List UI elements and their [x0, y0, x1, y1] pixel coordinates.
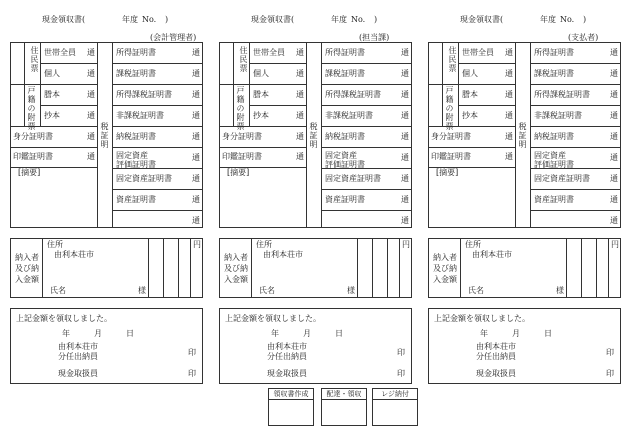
divider — [178, 238, 179, 298]
tax-item-label: 納税証明書 — [534, 132, 574, 141]
receipt-title: 現金領収書( — [42, 15, 86, 24]
jumin-item-label: 世帯全員 — [462, 48, 494, 57]
divider — [321, 84, 412, 85]
divider — [428, 147, 515, 148]
date-year: 年 — [271, 329, 279, 338]
divider — [530, 126, 621, 127]
jumin-item-label: 世帯全員 — [253, 48, 285, 57]
tax-item-unit: 通 — [192, 216, 200, 225]
tax-item-label: 課税証明書 — [534, 69, 574, 78]
tax-item-unit: 通 — [192, 111, 200, 120]
divider — [460, 238, 461, 298]
inkan-label: 印鑑証明書 — [222, 152, 262, 161]
tax-item-unit: 通 — [610, 111, 618, 120]
inkan-unit: 通 — [296, 152, 304, 161]
tax-item-unit: 通 — [401, 111, 409, 120]
tax-item-label: 課税証明書 — [116, 69, 156, 78]
tax-item-label: 固定資産証明書 — [534, 174, 590, 183]
name-label: 氏名 — [50, 286, 66, 295]
jumin-item-label: 個人 — [253, 69, 269, 78]
divider — [428, 126, 515, 127]
tax-item-unit: 通 — [401, 216, 409, 225]
payer-label: 納入者 及び納 入金額 — [15, 253, 39, 284]
tax-item-unit: 通 — [192, 153, 200, 162]
payer-label: 納入者 及び納 入金額 — [224, 253, 248, 284]
koseki-item-unit: 通 — [296, 90, 304, 99]
receipt-text: 上記金額を領収しました。 — [434, 314, 530, 323]
koseki-item-unit: 通 — [505, 90, 513, 99]
divider — [112, 63, 203, 64]
divider — [581, 238, 582, 298]
tax-item-label: 固定資産 評価証明書 — [116, 151, 156, 169]
receipt-title: 現金領収書( — [460, 15, 504, 24]
divider — [219, 84, 306, 85]
divider — [112, 42, 113, 228]
officer-city: 由利本荘市 — [58, 342, 98, 351]
receipt-no-label: No. — [351, 15, 366, 24]
officer-title: 分任出納員 — [476, 352, 516, 361]
footer-stamp-label: 領収書作成 — [273, 390, 309, 398]
divider — [112, 84, 203, 85]
tekiyo-label: [摘要] — [227, 168, 250, 177]
divider — [249, 105, 306, 106]
cashier-seal: 印 — [397, 369, 405, 378]
divider — [268, 399, 314, 400]
divider — [372, 399, 418, 400]
inkan-label: 印鑑証明書 — [13, 152, 53, 161]
divider — [10, 84, 97, 85]
date-month: 月 — [94, 329, 102, 338]
officer-title: 分任出納員 — [267, 352, 307, 361]
payer-city: 由利本荘市 — [263, 250, 303, 259]
tax-item-label: 固定資産 評価証明書 — [325, 151, 365, 169]
receipt-no-label: No. — [142, 15, 157, 24]
divider — [10, 147, 97, 148]
officer-seal: 印 — [188, 348, 196, 357]
divider — [10, 126, 97, 127]
divider — [530, 105, 621, 106]
mibun-unit: 通 — [505, 132, 513, 141]
divider — [387, 238, 388, 298]
divider — [321, 42, 322, 228]
payer-label: 納入者 及び納 入金額 — [433, 253, 457, 284]
koseki-item-unit: 通 — [505, 111, 513, 120]
date-year: 年 — [480, 329, 488, 338]
inkan-unit: 通 — [505, 152, 513, 161]
officer-seal: 印 — [606, 348, 614, 357]
officer-title: 分任出納員 — [58, 352, 98, 361]
footer-stamp-label: レジ納付 — [381, 390, 409, 398]
copy-label: (担当課) — [359, 33, 390, 42]
jumin-item-label: 個人 — [44, 69, 60, 78]
jumin-item-label: 世帯全員 — [44, 48, 76, 57]
divider — [112, 189, 203, 190]
koseki-item-label: 謄本 — [253, 90, 269, 99]
divider — [321, 105, 412, 106]
jumin-item-unit: 通 — [296, 69, 304, 78]
header-close-paren: ) — [374, 15, 378, 24]
divider — [321, 126, 412, 127]
koseki-label: 戸籍の附票 — [445, 86, 454, 131]
tax-item-unit: 通 — [401, 195, 409, 204]
divider — [249, 63, 306, 64]
divider — [428, 84, 515, 85]
payer-city: 由利本荘市 — [472, 250, 512, 259]
tax-item-label: 所得証明書 — [534, 48, 574, 57]
koseki-item-label: 抄本 — [44, 111, 60, 120]
date-day: 日 — [544, 329, 552, 338]
tax-item-unit: 通 — [192, 174, 200, 183]
jumin-item-unit: 通 — [296, 48, 304, 57]
name-label: 氏名 — [259, 286, 275, 295]
divider — [219, 147, 306, 148]
tekiyo-label: [摘要] — [18, 168, 41, 177]
date-day: 日 — [126, 329, 134, 338]
divider — [357, 238, 358, 298]
divider — [40, 105, 97, 106]
tax-item-label: 非課税証明書 — [116, 111, 164, 120]
zei-label: 税証明 — [100, 122, 109, 149]
tekiyo-label: [摘要] — [436, 168, 459, 177]
receipt-text: 上記金額を領収しました。 — [225, 314, 321, 323]
yen-label: 円 — [193, 240, 201, 249]
yen-label: 円 — [611, 240, 619, 249]
mibun-unit: 通 — [296, 132, 304, 141]
tax-item-unit: 通 — [401, 132, 409, 141]
inkan-label: 印鑑証明書 — [431, 152, 471, 161]
divider — [458, 105, 515, 106]
jumin-item-unit: 通 — [87, 69, 95, 78]
divider — [530, 210, 621, 211]
mibun-unit: 通 — [87, 132, 95, 141]
tax-item-unit: 通 — [192, 69, 200, 78]
tax-item-label: 納税証明書 — [325, 132, 365, 141]
tax-item-label: 固定資産 評価証明書 — [534, 151, 574, 169]
receipt-copy-2 — [209, 0, 409, 440]
tax-item-label: 所得課税証明書 — [325, 90, 381, 99]
tax-item-label: 非課税証明書 — [534, 111, 582, 120]
yen-label: 円 — [402, 240, 410, 249]
receipt-copy-3 — [418, 0, 618, 440]
divider — [608, 238, 609, 298]
divider — [306, 42, 307, 228]
tax-item-unit: 通 — [610, 48, 618, 57]
sama-label: 様 — [556, 286, 564, 295]
sama-label: 様 — [347, 286, 355, 295]
footer-stamp-box-3 — [372, 388, 418, 426]
divider — [530, 147, 621, 148]
divider — [112, 210, 203, 211]
zei-label: 税証明 — [518, 122, 527, 149]
tax-item-label: 固定資産証明書 — [325, 174, 381, 183]
address-label: 住所 — [465, 240, 481, 249]
koseki-item-label: 謄本 — [462, 90, 478, 99]
koseki-label: 戸籍の附票 — [236, 86, 245, 131]
footer-stamp-box-2 — [321, 388, 367, 426]
header-close-paren: ) — [165, 15, 169, 24]
tax-item-unit: 通 — [192, 195, 200, 204]
divider — [566, 238, 567, 298]
tax-item-label: 資産証明書 — [534, 195, 574, 204]
jumin-item-unit: 通 — [87, 48, 95, 57]
divider — [112, 105, 203, 106]
tax-item-unit: 通 — [401, 90, 409, 99]
divider — [530, 84, 621, 85]
mibun-label: 身分証明書 — [222, 132, 262, 141]
tax-item-label: 納税証明書 — [116, 132, 156, 141]
mibun-label: 身分証明書 — [13, 132, 53, 141]
officer-city: 由利本荘市 — [476, 342, 516, 351]
receipt-text: 上記金額を領収しました。 — [16, 314, 112, 323]
divider — [321, 210, 412, 211]
jumin-label: 住民票 — [30, 46, 39, 73]
fiscal-year-label: 年度 — [540, 15, 556, 24]
tax-item-label: 所得証明書 — [116, 48, 156, 57]
cashier-label: 現金取扱員 — [267, 369, 307, 378]
mibun-label: 身分証明書 — [431, 132, 471, 141]
divider — [530, 189, 621, 190]
tax-item-unit: 通 — [401, 153, 409, 162]
name-label: 氏名 — [468, 286, 484, 295]
jumin-label: 住民票 — [239, 46, 248, 73]
address-label: 住所 — [256, 240, 272, 249]
receipt-title: 現金領収書( — [251, 15, 295, 24]
jumin-label: 住民票 — [448, 46, 457, 73]
tax-item-unit: 通 — [610, 153, 618, 162]
divider — [112, 147, 203, 148]
divider — [515, 42, 516, 228]
address-label: 住所 — [47, 240, 63, 249]
koseki-item-label: 抄本 — [253, 111, 269, 120]
tax-item-label: 所得課税証明書 — [116, 90, 172, 99]
cashier-label: 現金取扱員 — [58, 369, 98, 378]
tax-item-label: 所得証明書 — [325, 48, 365, 57]
tax-item-label: 課税証明書 — [325, 69, 365, 78]
divider — [321, 399, 367, 400]
receipt-no-label: No. — [560, 15, 575, 24]
tax-item-unit: 通 — [610, 195, 618, 204]
copy-label: (会計管理者) — [150, 33, 197, 42]
divider — [458, 63, 515, 64]
tax-item-unit: 通 — [610, 216, 618, 225]
inkan-unit: 通 — [87, 152, 95, 161]
receipt-copy-1 — [0, 0, 200, 440]
koseki-item-unit: 通 — [87, 90, 95, 99]
date-month: 月 — [512, 329, 520, 338]
tax-item-label: 資産証明書 — [325, 195, 365, 204]
officer-seal: 印 — [397, 348, 405, 357]
date-year: 年 — [62, 329, 70, 338]
date-month: 月 — [303, 329, 311, 338]
divider — [42, 238, 43, 298]
cashier-label: 現金取扱員 — [476, 369, 516, 378]
fiscal-year-label: 年度 — [331, 15, 347, 24]
tax-item-unit: 通 — [192, 90, 200, 99]
divider — [219, 126, 306, 127]
koseki-item-label: 抄本 — [462, 111, 478, 120]
tax-item-unit: 通 — [192, 48, 200, 57]
divider — [530, 63, 621, 64]
divider — [163, 238, 164, 298]
jumin-item-unit: 通 — [505, 69, 513, 78]
divider — [596, 238, 597, 298]
divider — [251, 238, 252, 298]
footer-stamp-box-1 — [268, 388, 314, 426]
tax-item-unit: 通 — [192, 132, 200, 141]
koseki-item-label: 謄本 — [44, 90, 60, 99]
tax-item-label: 所得課税証明書 — [534, 90, 590, 99]
tax-item-unit: 通 — [401, 174, 409, 183]
tax-item-label: 非課税証明書 — [325, 111, 373, 120]
cashier-seal: 印 — [188, 369, 196, 378]
divider — [321, 189, 412, 190]
tax-item-unit: 通 — [610, 69, 618, 78]
date-day: 日 — [335, 329, 343, 338]
tax-item-unit: 通 — [610, 174, 618, 183]
divider — [321, 63, 412, 64]
divider — [321, 147, 412, 148]
koseki-item-unit: 通 — [296, 111, 304, 120]
divider — [372, 238, 373, 298]
jumin-item-unit: 通 — [505, 48, 513, 57]
jumin-item-label: 個人 — [462, 69, 478, 78]
header-close-paren: ) — [583, 15, 587, 24]
divider — [190, 238, 191, 298]
zei-label: 税証明 — [309, 122, 318, 149]
tax-item-label: 固定資産証明書 — [116, 174, 172, 183]
tax-item-unit: 通 — [401, 48, 409, 57]
koseki-label: 戸籍の附票 — [27, 86, 36, 131]
tax-item-label: 資産証明書 — [116, 195, 156, 204]
divider — [97, 42, 98, 228]
divider — [530, 42, 531, 228]
officer-city: 由利本荘市 — [267, 342, 307, 351]
footer-stamp-label: 配達・領収 — [326, 390, 362, 398]
divider — [148, 238, 149, 298]
copy-label: (支払者) — [568, 33, 599, 42]
divider — [112, 126, 203, 127]
tax-item-unit: 通 — [401, 69, 409, 78]
payer-city: 由利本荘市 — [54, 250, 94, 259]
cashier-seal: 印 — [606, 369, 614, 378]
tax-item-unit: 通 — [610, 132, 618, 141]
divider — [40, 63, 97, 64]
sama-label: 様 — [138, 286, 146, 295]
tax-item-unit: 通 — [610, 90, 618, 99]
koseki-item-unit: 通 — [87, 111, 95, 120]
fiscal-year-label: 年度 — [122, 15, 138, 24]
divider — [399, 238, 400, 298]
